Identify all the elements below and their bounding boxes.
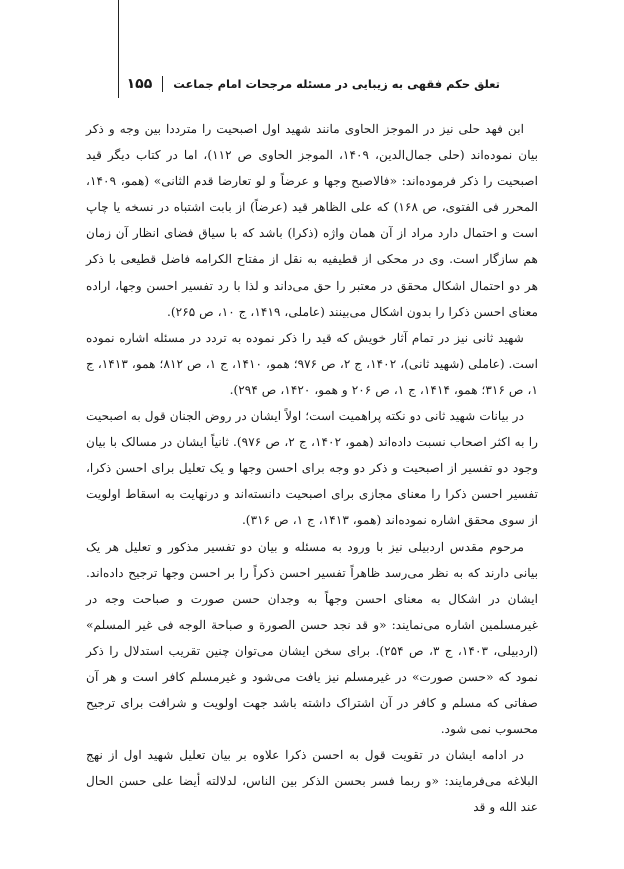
running-header [86,72,500,96]
paragraph: شهید ثانی نیز در تمام آثار خویش که قید را ذکر نموده به تردد در مسئله اشاره نموده است. (عاملی (شهید ثانی)، ۱۴۰۲، ج ۲، ص ۹۷۶؛ همو، ۱۴۱۰، ج ۱، ص ۸۱۲؛ همو، ۱۴۱۳، ج ۱، ص ۳۱۶؛ همو، ۱۴۱۴، ج ۱، ص ۲۰۶ و همو، ۱۴۲۰، ص ۲۹۴). [86,330,538,397]
body-text [86,116,538,821]
page-number: ۱۵۵ [126,76,153,92]
running-title: تعلق حکم فقهی به زیبایی در مسئله مرجحات امام جماعت [173,77,500,91]
paragraph: مرحوم مقدس اردبیلی نیز با ورود به مسئله و بیان دو تفسیر مذکور و تعلیل هر یک بیانی دارند که به نظر می‌رسد ظاهراً تفسیر احسن ذکراً را بر احسن وجها ترجیح داده‌اند. ایشان در اشکال به معنای احسن وجهاً به وجدان حسن صورت و صباحت وجه در غیرمسلمین اشاره می‌نمایند: «و قد نجد حسن الصورة و صباحة الوجه فی غیر المسلم» (اردبیلی، ۱۴۰۳، ج ۳، ص ۲۵۴). برای سخن ایشان می‌توان چنین تقریب استدلال را ذکر نمود که «حسن صورت» در غیرمسلم نیز یافت می‌شود و غیرمسلم کافر است و هر آن صفاتی که مسلم و کافر در آن اشتراک داشته باشد جهت اولویت و شرافت برای ترجیح محسوب نمی‌ شود. [86,539,538,737]
paragraph: در بیانات شهید ثانی دو نکته پراهمیت است؛ اولاً ایشان در روض الجنان قول به اصبحیت را به اکثر اصحاب نسبت داده‌اند (همو، ۱۴۰۲، ج ۲، ص ۹۷۶). ثانیاً ایشان در مسالک با بیان وجود دو تفسیر از اصبحیت و ذکر دو وجه برای احسن وجها و یک تعلیل برای احسن ذکرا، تفسیر احسن ذکرا را معنای مجازی برای اصبحیت دانسته‌اند و درنهایت به اسقاط اولویت از سوی محقق اشاره نموده‌اند (همو، ۱۴۱۳، ج ۱، ص ۳۱۶). [86,409,538,528]
paragraph: در ادامه ایشان در تقویت قول به احسن ذکرا علاوه بر بیان تعلیل شهید اول از نهج البلاغه می‌فرمایند: «و ربما فسر بحسن الذکر بین الناس، لدلالته أیضا علی حسن الحال عند الله و قد [86,748,538,815]
header-separator [162,76,163,92]
paragraph: ابن فهد حلی نیز در الموجز الحاوی مانند شهید اول اصبحیت را مترددا بین وجه و ذکر بیان نموده‌اند (حلی جمال‌الدین، ۱۴۰۹، الموجز الحاوی ص ۱۱۲)، اما در کتاب دیگر قید اصبحیت را ذکر فرموده‌اند: «فالاصبح وجها و عرضاً و لو تعارضا قدم الثانی» (همو، ۱۴۰۹، المحرر فی الفتوی، ص ۱۶۸) که علی الظاهر قید (عرضاً) از بابت اشتباه در نسخه یا چاپ است و احتمال دارد مراد از آن همان واژه (ذکرا) باشد که با سیاق فضای انظار آن زمان هم سازگار است. وی در محکی از قطیفیه به نقل از مفتاح الکرامه فاضل قطیعی با ذکر هر دو احتمال اشکال محقق در معتبر را حق می‌داند و لذا با رد تفسیر احسن وجها، اراده معنای احسن ذکرا را بدون اشکال می‌بینند (عاملی، ۱۴۱۹، ج ۱۰، ص ۲۶۵). [86,122,538,319]
